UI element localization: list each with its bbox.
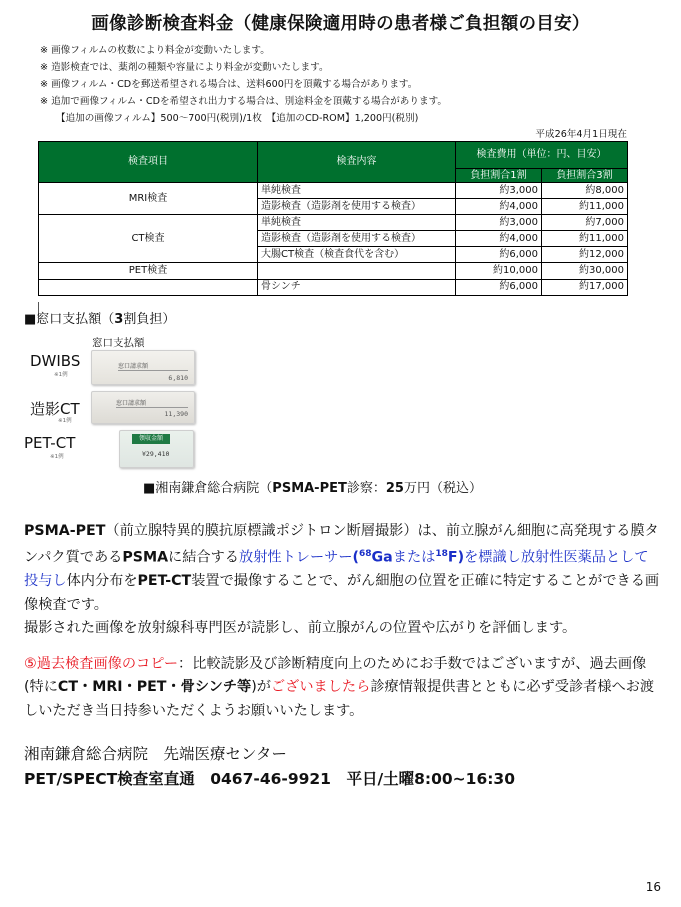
dwibs-label: DWIBS — [30, 352, 81, 370]
cost-1-cell: 約3,000 — [456, 215, 542, 231]
header-share-1: 負担割合1割 — [456, 169, 542, 183]
cost-3-cell: 約7,000 — [542, 215, 628, 231]
item-ct: CT検査 — [39, 215, 258, 263]
content-cell: 骨シンチ — [258, 279, 456, 295]
cost-1-cell: 約3,000 — [456, 183, 542, 199]
note-film: ※ 画像フィルムの枚数により料金が変動いたします。 — [40, 45, 270, 56]
psma-evaluation-line: 撮影された画像を放射線科専門医が読影し、前立腺がんの位置や広がりを評価します。 — [24, 619, 577, 636]
content-cell: 造影検査（造影剤を使用する検査） — [258, 231, 456, 247]
pet-ct-label: PET-CT — [24, 434, 76, 452]
past-images-request: ⑤過去検査画像のコピー：比較読影及び診断精度向上のためにお手数ではございますが、過去画像(特にCT・MRI・PET・骨シンチ等)がございましたら診療情報提供書とともに必ず受診者様へお渡しいただき当日持参いただくようお願いいたします。 — [24, 656, 655, 719]
page-title: 画像診断検査料金（健康保険適用時の患者様ご負担額の目安） — [91, 14, 590, 34]
item-mri: MRI検査 — [39, 183, 258, 215]
pet-ct-receipt-image: 領収金額 ¥29,410 — [119, 430, 194, 468]
contrast-ct-receipt-image: 窓口請求額 11,390 — [91, 391, 195, 424]
cost-3-cell: 約11,000 — [542, 199, 628, 215]
table-row — [39, 183, 628, 199]
content-cell: 造影検査（造影剤を使用する検査） — [258, 199, 456, 215]
psma-description: PSMA-PET（前立腺特異的膜抗原標識ポジトロン断層撮影）は、前立腺がん細胞に高発現する膜タンパク質であるPSMAに結合する放射性トレーサー($^{68}$Gaまたは$^{18}$F)を標識し放射性医薬品として投与し体内分布をPET-CT装置で撮像することで、がん細胞の位置を正確に特定することができる画像検査です。 撮影された画像を放射線科専門医が読影し、前立腺がんの位置や広がりを評価します。 — [24, 523, 660, 636]
cost-1-cell: 約10,000 — [456, 263, 542, 279]
content-cell: 単純検査 — [258, 215, 456, 231]
note-mail: ※ 画像フィルム・CDを郵送希望される場合は、送料600円を頂戴する場合があります。 — [40, 79, 418, 90]
content-cell: 単純検査 — [258, 183, 456, 199]
cost-1-cell: 約6,000 — [456, 279, 542, 295]
contrast-ct-sublabel: ※1例 — [58, 418, 72, 424]
cost-1-cell: 約4,000 — [456, 231, 542, 247]
price-table — [38, 141, 628, 296]
pet-ct-sublabel: ※1例 — [50, 454, 64, 460]
content-cell: 大腸CT検査（検査食代を含む） — [258, 247, 456, 263]
cost-1-cell: 約4,000 — [456, 199, 542, 215]
item-pet: PET検査 — [39, 263, 258, 279]
item-blank — [39, 279, 258, 295]
contact-phone-hours: PET/SPECT検査室直通 0467-46-9921 平日/土曜8:00~16:30 — [24, 770, 515, 788]
content-cell — [258, 263, 456, 279]
header-cost: 検査費用（単位：円、目安） — [456, 142, 628, 169]
table-row — [39, 263, 628, 279]
cost-3-cell: 約8,000 — [542, 183, 628, 199]
cost-3-cell: 約17,000 — [542, 279, 628, 295]
header-item: 検査項目 — [39, 142, 258, 183]
dwibs-receipt-image: 窓口請求額 6,810 — [91, 350, 195, 385]
table-row — [39, 279, 628, 295]
note-extra-output: ※ 追加で画像フィルム・CDを希望され出力する場合は、別途料金を頂戴する場合があります。 — [40, 96, 448, 107]
dwibs-sublabel: ※1例 — [54, 372, 68, 378]
additional-fees-note: 【追加の画像フィルム】500～700円(税別)/1枚 【追加のCD-ROM】1,200円(税別) — [56, 113, 419, 124]
as-of-date: 平成26年4月1日現在 — [535, 129, 627, 140]
psma-price-heading: ■湘南鎌倉総合病院（PSMA-PET診察：25万円（税込） — [143, 481, 482, 496]
contrast-ct-label: 造影CT — [30, 400, 80, 418]
cost-1-cell: 約6,000 — [456, 247, 542, 263]
page-number: 16 — [645, 880, 661, 894]
contact-center: 湘南鎌倉総合病院 先端医療センター — [24, 745, 287, 763]
note-contrast: ※ 造影検査では、薬剤の種類や容量により料金が変動いたします。 — [40, 62, 329, 73]
window-payment-title: ■窓口支払額（3割負担） — [24, 312, 176, 327]
window-payment-column-label: 窓口支払額 — [92, 337, 145, 349]
header-share-3: 負担割合3割 — [542, 169, 628, 183]
table-row — [39, 215, 628, 231]
cost-3-cell: 約30,000 — [542, 263, 628, 279]
header-content: 検査内容 — [258, 142, 456, 183]
cost-3-cell: 約11,000 — [542, 231, 628, 247]
cost-3-cell: 約12,000 — [542, 247, 628, 263]
